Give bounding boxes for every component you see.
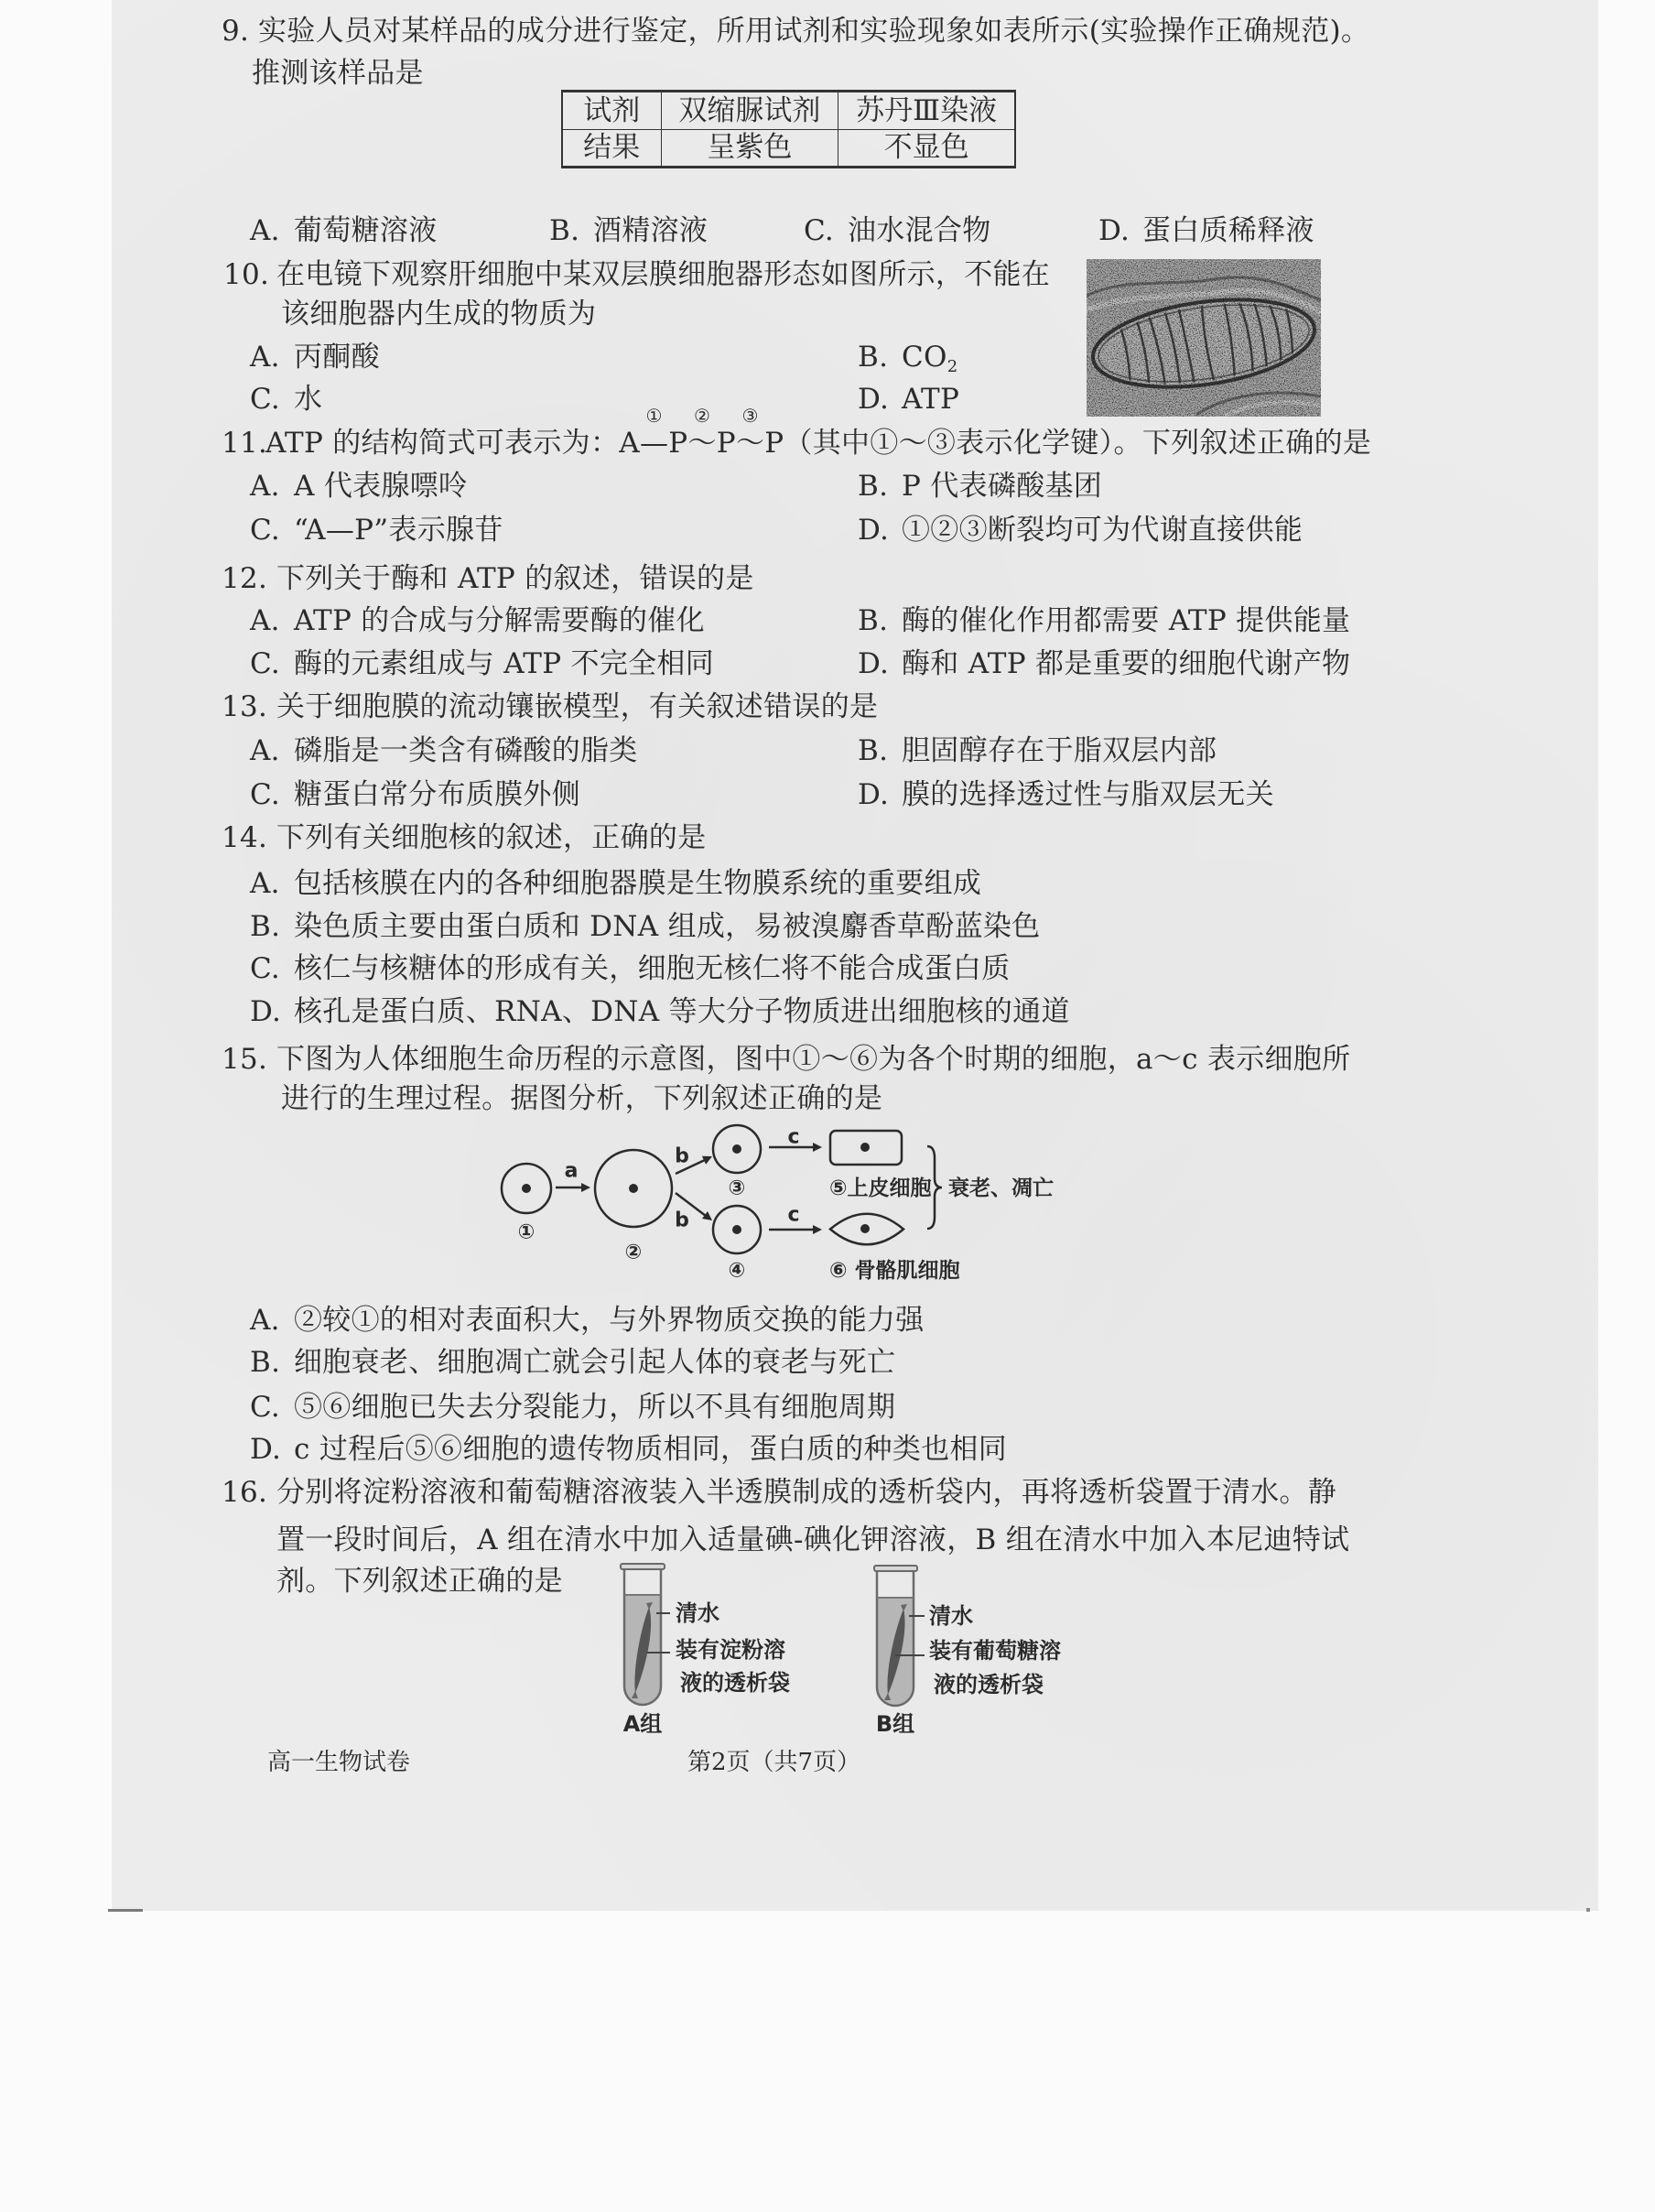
option-text: A 代表腺嘌呤: [294, 470, 468, 503]
tube-b-bag-label-1: 装有葡萄糖溶: [929, 1638, 1061, 1664]
group-a-label: A组: [622, 1711, 663, 1737]
atp-formula: [619, 405, 784, 461]
option-label: D.: [250, 995, 282, 1028]
option-text: 蛋白质稀释液: [1142, 214, 1314, 247]
q10-option-d: [858, 381, 959, 417]
q14-option-a: [250, 865, 981, 902]
option-label: A.: [250, 1304, 280, 1337]
q12-number: 12.: [222, 562, 268, 595]
q16-stem-line-2: 置一段时间后，A 组在清水中加入适量碘-碘化钾溶液，B 组在清水中加入本尼迪特试: [276, 1523, 1350, 1556]
q15-option-b: [250, 1344, 895, 1381]
mitochondrion-micrograph: [1087, 259, 1321, 417]
footer-exam-title: 高一生物试卷: [267, 1749, 411, 1776]
q15-option-a: [250, 1302, 925, 1339]
q9-stem-line-1: 实验人员对某样品的成分进行鉴定，所用试剂和实验现象如表所示(实验操作正确规范)。: [258, 15, 1370, 48]
q9-option-d: [1098, 212, 1314, 249]
option-label: D.: [858, 383, 890, 416]
q15-stem-line-2: 进行的生理过程。据图分析，下列叙述正确的是: [281, 1082, 883, 1115]
q11-option-d: [858, 512, 1303, 548]
option-label: C.: [250, 778, 281, 811]
scan-edge-dot: [1586, 1908, 1590, 1912]
arrowhead-icon: [702, 1211, 712, 1220]
option-text: 细胞衰老、细胞凋亡就会引起人体的衰老与死亡: [294, 1346, 896, 1379]
bond-1: [639, 405, 669, 461]
q9-option-a: [250, 212, 438, 249]
atom-p: P: [716, 427, 736, 460]
cell-1-label: ①: [517, 1220, 535, 1244]
option-text: 酶的催化作用都需要 ATP 提供能量: [902, 604, 1351, 637]
option-text: ATP: [902, 383, 960, 416]
q14-number: 14.: [222, 821, 268, 854]
option-label: D.: [858, 778, 890, 811]
table-cell: 苏丹Ⅲ染液: [838, 92, 1015, 130]
option-text: c 过程后⑤⑥细胞的遗传物质相同，蛋白质的种类也相同: [294, 1433, 1008, 1466]
arrowhead-icon: [813, 1225, 822, 1234]
option-label: B.: [549, 214, 580, 247]
option-text: CO: [902, 341, 947, 374]
q11-option-b: [858, 468, 1102, 504]
test-tube-b: [874, 1566, 925, 1706]
option-text: 丙酮酸: [294, 341, 380, 374]
process-a-label: a: [564, 1159, 579, 1183]
outcome-label: 衰老、凋亡: [948, 1176, 1054, 1200]
option-text: 酶的元素组成与 ATP 不完全相同: [294, 647, 715, 680]
q15-number: 15.: [222, 1043, 268, 1076]
q10-option-b: [858, 339, 958, 375]
option-label: C.: [804, 214, 835, 247]
atom-a: A: [619, 427, 640, 460]
option-label: A.: [250, 867, 280, 900]
footer-page-number: 第2页（共7页）: [687, 1749, 861, 1776]
q11-option-c: [250, 512, 503, 548]
bond-label-3: ③: [741, 405, 759, 427]
process-b-lower-label: b: [675, 1209, 689, 1232]
option-label: B.: [858, 470, 889, 503]
q9-stem-line-2: 推测该样品是: [252, 57, 424, 90]
option-text: 磷脂是一类含有磷酸的脂类: [294, 734, 638, 767]
option-label: A.: [250, 734, 280, 767]
option-label: B.: [858, 341, 889, 374]
option-text: 水: [294, 383, 323, 416]
tube-a-water-label: 清水: [676, 1600, 719, 1626]
bond-symbol: ～: [735, 427, 765, 460]
q9-option-c: [804, 212, 991, 249]
table-cell: 不显色: [838, 129, 1015, 168]
q12-stem: 下列关于酶和 ATP 的叙述，错误的是: [276, 562, 754, 595]
option-label: B.: [250, 910, 281, 943]
arrowhead-icon: [813, 1143, 822, 1152]
option-text: 酒精溶液: [593, 214, 709, 247]
bond-symbol: —: [639, 427, 669, 460]
option-label: A.: [250, 470, 280, 503]
table-cell: 双缩脲试剂: [661, 92, 838, 130]
option-label: D.: [858, 647, 890, 680]
q9-option-b: [549, 212, 708, 249]
cell-5-label: ⑤上皮细胞: [829, 1176, 932, 1200]
q12-option-c: [250, 645, 714, 682]
q11-option-a: [250, 468, 467, 504]
table-header-row: [562, 92, 1015, 130]
option-text: 包括核膜在内的各种细胞器膜是生物膜系统的重要组成: [294, 867, 982, 900]
q10-stem-line-1: 在电镜下观察肝细胞中某双层膜细胞器形态如图所示，不能在: [276, 258, 1051, 291]
option-label: D.: [858, 514, 890, 547]
q13-option-b: [858, 732, 1217, 769]
subscript: 2: [946, 357, 958, 376]
q11-number: 11.: [222, 427, 268, 460]
scan-edge-mark: [108, 1909, 143, 1912]
q16-number: 16.: [222, 1476, 268, 1509]
q10-option-c: [250, 381, 322, 417]
option-text: 油水混合物: [848, 214, 991, 247]
bond-2: [687, 405, 717, 461]
atom-p: P: [764, 427, 784, 460]
option-label: B.: [858, 734, 889, 767]
option-text: 核孔是蛋白质、RNA、DNA 等大分子物质进出细胞核的通道: [294, 995, 1070, 1028]
tube-b-bag-label-2: 液的透析袋: [934, 1672, 1044, 1697]
table-row: [562, 129, 1015, 168]
process-b-upper-label: b: [675, 1144, 689, 1168]
cell-6-label: ⑥ 骨骼肌细胞: [829, 1259, 960, 1283]
q9-number: 9.: [222, 15, 250, 48]
q10-stem-line-2: 该细胞器内生成的物质为: [281, 298, 597, 331]
option-text: “A—P”表示腺苷: [294, 514, 503, 547]
option-text: ⑤⑥细胞已失去分裂能力，所以不具有细胞周期: [294, 1391, 896, 1424]
q12-option-a: [250, 602, 705, 639]
process-c-lower-label: c: [787, 1203, 800, 1227]
option-text: 胆固醇存在于脂双层内部: [902, 734, 1217, 767]
cell-3-label: ③: [728, 1176, 746, 1200]
q13-option-a: [250, 732, 638, 769]
q11-stem-prefix: ATP 的结构简式可表示为：: [265, 427, 620, 460]
q11-stem-suffix: （其中①～③表示化学键）。下列叙述正确的是: [784, 427, 1372, 460]
option-label: B.: [250, 1346, 281, 1379]
table-cell: 试剂: [562, 92, 661, 130]
q9-reagent-table: [561, 90, 1016, 168]
bond-symbol: ～: [687, 427, 717, 460]
cell-2-label: ②: [624, 1241, 643, 1264]
q12-option-b: [858, 602, 1350, 639]
q11-stem: [265, 405, 1372, 461]
table-cell: 呈紫色: [661, 129, 838, 168]
q14-stem: 下列有关细胞核的叙述，正确的是: [276, 821, 707, 854]
q13-option-d: [858, 776, 1274, 813]
option-text: ①②③断裂均可为代谢直接供能: [902, 514, 1303, 547]
q14-option-b: [250, 908, 1040, 945]
q16-stem-line-1: 分别将淀粉溶液和葡萄糖溶液装入半透膜制成的透析袋内，再将透析袋置于清水。静: [276, 1476, 1337, 1509]
tube-a-bag-label-2: 液的透析袋: [680, 1670, 790, 1696]
option-text: 葡萄糖溶液: [294, 214, 438, 247]
option-text: ATP 的合成与分解需要酶的催化: [294, 604, 705, 637]
bond-3: [735, 405, 765, 461]
group-b-label: B组: [875, 1711, 915, 1737]
option-label: D.: [1098, 214, 1130, 247]
option-text: 膜的选择透过性与脂双层无关: [902, 778, 1274, 811]
option-text: 糖蛋白常分布质膜外侧: [294, 778, 580, 811]
process-c-upper-label: c: [787, 1125, 800, 1149]
cell-4-label: ④: [728, 1259, 746, 1283]
q15-stem-line-1: 下图为人体细胞生命历程的示意图，图中①～⑥为各个时期的细胞，a～c 表示细胞所: [276, 1043, 1351, 1076]
atom-p: P: [668, 427, 688, 460]
q15-option-c: [250, 1389, 895, 1426]
q15-option-d: [250, 1431, 1007, 1468]
tube-b-water-label: 清水: [929, 1603, 973, 1629]
cell-life-history-diagram: [494, 1122, 1098, 1296]
option-text: 酶和 ATP 都是重要的细胞代谢产物: [902, 647, 1351, 680]
option-label: C.: [250, 952, 281, 985]
option-label: B.: [858, 604, 889, 637]
q14-option-c: [250, 950, 1011, 987]
table-cell: 结果: [562, 129, 661, 168]
q16-stem-line-3: 剂。下列叙述正确的是: [276, 1565, 563, 1598]
tube-a-bag-label-1: 装有淀粉溶: [676, 1637, 785, 1663]
option-label: A.: [250, 214, 280, 247]
option-text: 核仁与核糖体的形成有关，细胞无核仁将不能合成蛋白质: [294, 952, 1011, 985]
q13-option-c: [250, 776, 580, 813]
option-text: P 代表磷酸基团: [902, 470, 1103, 503]
q10-number: 10.: [223, 258, 270, 291]
q13-number: 13.: [222, 690, 268, 723]
q12-option-d: [858, 645, 1350, 682]
arrowhead-icon: [581, 1183, 590, 1192]
q10-option-a: [250, 339, 380, 375]
option-label: D.: [250, 1433, 282, 1466]
q13-stem: 关于细胞膜的流动镶嵌模型，有关叙述错误的是: [276, 690, 879, 723]
test-tube-a: [621, 1564, 670, 1705]
option-text: 染色质主要由蛋白质和 DNA 组成，易被溴麝香草酚蓝染色: [294, 910, 1041, 943]
dialysis-bag-test-tubes: [604, 1552, 1098, 1744]
option-text: ②较①的相对表面积大，与外界物质交换的能力强: [294, 1304, 925, 1337]
bond-label-2: ②: [693, 405, 711, 427]
option-label: C.: [250, 1391, 281, 1424]
bond-label-1: ①: [645, 405, 663, 427]
option-label: C.: [250, 647, 281, 680]
q14-option-d: [250, 993, 1070, 1030]
option-label: C.: [250, 383, 281, 416]
option-label: A.: [250, 341, 280, 374]
option-label: A.: [250, 604, 280, 637]
option-label: C.: [250, 514, 281, 547]
